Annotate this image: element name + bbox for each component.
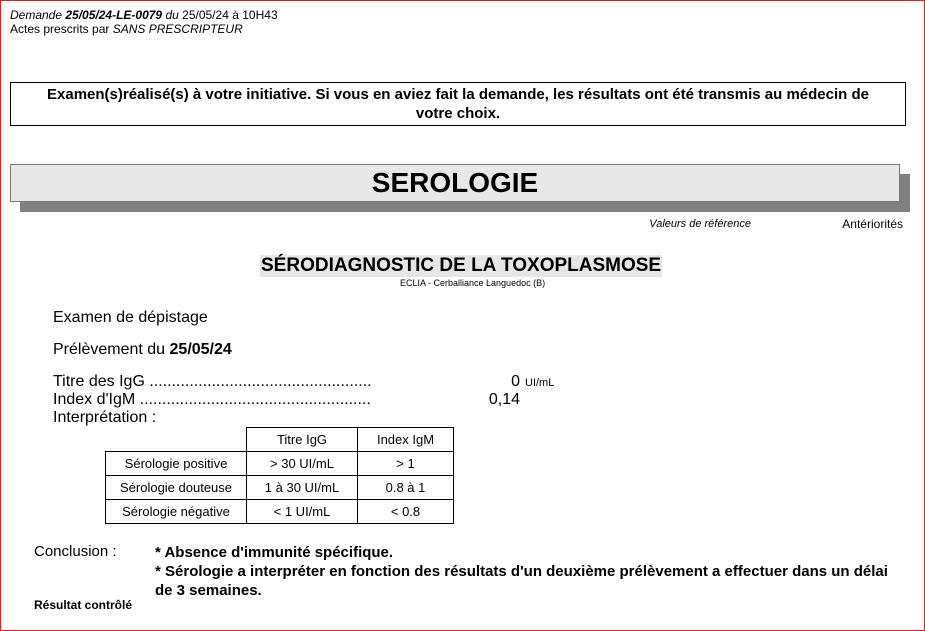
exam-type: Examen de dépistage bbox=[53, 309, 208, 326]
reference-values-header: Valeurs de référence bbox=[649, 218, 751, 230]
table-cell: 0.8 à 1 bbox=[358, 476, 454, 500]
conclusion-text bbox=[155, 543, 905, 600]
table-header-row bbox=[106, 428, 454, 452]
table-cell: > 1 bbox=[358, 452, 454, 476]
request-id: 25/05/24-LE-0079 bbox=[65, 8, 163, 22]
conclusion-line-1: * Absence d'immunité spécifique. bbox=[155, 544, 394, 561]
igg-label: Titre des IgG .................................................. bbox=[53, 373, 372, 390]
request-date: 25/05/24 bbox=[182, 8, 229, 22]
table-row bbox=[106, 500, 454, 524]
test-title: SÉRODIAGNOSTIC DE LA TOXOPLASMOSE bbox=[261, 255, 662, 276]
igm-label: Index d'IgM .................................................... bbox=[53, 391, 371, 408]
igm-value: 0,14 bbox=[488, 391, 520, 408]
table-header-cell: Index IgM bbox=[358, 428, 454, 452]
interpretation-label: Interprétation : bbox=[53, 409, 157, 426]
table-row bbox=[106, 476, 454, 500]
table-cell: Sérologie positive bbox=[106, 452, 247, 476]
igg-unit: UI/mL bbox=[525, 377, 555, 389]
prescriber-name: SANS PRESCRIPTEUR bbox=[112, 22, 243, 36]
test-method: ECLIA - Cerballiance Languedoc (B) bbox=[400, 278, 546, 288]
request-time: 10H43 bbox=[242, 8, 278, 22]
table-cell: 1 à 30 UI/mL bbox=[247, 476, 358, 500]
verified-result-label: Résultat contrôlé bbox=[34, 598, 133, 612]
interpretation-table bbox=[105, 427, 454, 524]
conclusion-line-2: * Sérologie a interpréter en fonction des résultats d'un deuxième prélèvement a effectuer dans un délai de 3 semaines. bbox=[155, 563, 888, 599]
table-cell: Sérologie douteuse bbox=[106, 476, 247, 500]
section-title: SEROLOGIE bbox=[10, 164, 900, 202]
table-cell: Sérologie négative bbox=[106, 500, 247, 524]
sample-date: 25/05/24 bbox=[169, 341, 232, 358]
conclusion-label: Conclusion : bbox=[34, 543, 117, 560]
table-header-cell: Titre IgG bbox=[247, 428, 358, 452]
table-cell: < 1 UI/mL bbox=[247, 500, 358, 524]
igg-value: 0 bbox=[511, 373, 520, 390]
sample-date-line: Prélèvement du 25/05/24 bbox=[53, 341, 232, 358]
initiative-notice: Examen(s)réalisé(s) à votre initiative. Si vous en aviez fait la demande, les résultats ont été transmis au médecin de votre choix. bbox=[10, 82, 906, 126]
prescriber-line: Actes prescrits par SANS PRESCRIPTEUR bbox=[10, 22, 243, 36]
table-header-cell bbox=[106, 428, 247, 452]
request-line: Demande 25/05/24-LE-0079 du 25/05/24 à 10H43 bbox=[10, 8, 278, 22]
table-row bbox=[106, 452, 454, 476]
previous-results-header: Antériorités bbox=[842, 217, 903, 231]
table-cell: > 30 UI/mL bbox=[247, 452, 358, 476]
table-cell: < 0.8 bbox=[358, 500, 454, 524]
